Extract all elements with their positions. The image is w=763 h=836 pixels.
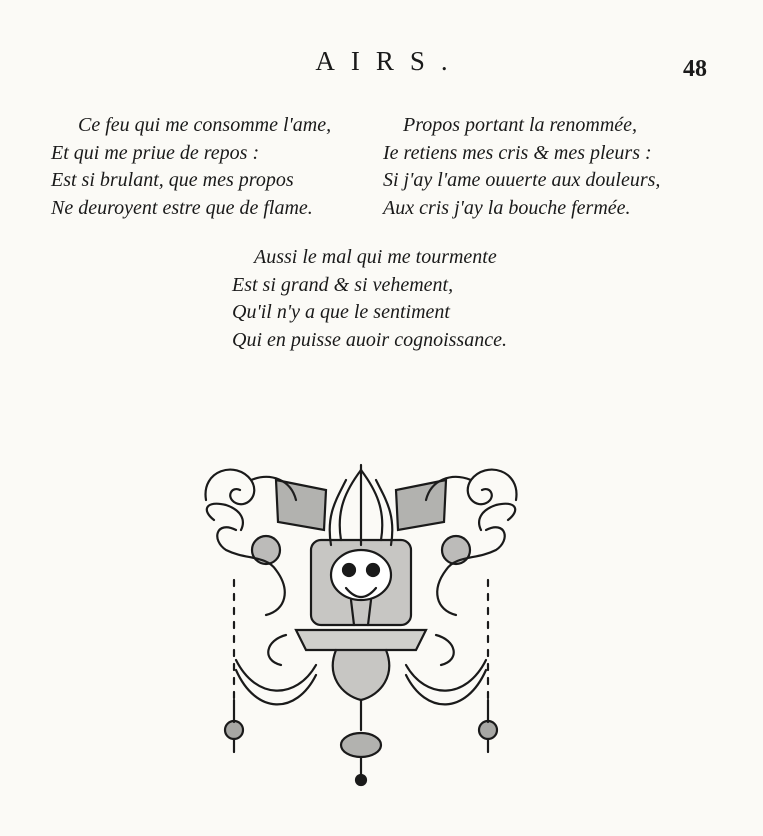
- verse-line: Ce feu qui me consomme l'ame,: [78, 114, 332, 136]
- verse-line: Aux cris j'ay la bouche fermée.: [383, 196, 631, 219]
- verse-line: Qu'il n'y a que le sentiment: [232, 301, 450, 323]
- verse-line: Propos portant la renommée,: [403, 114, 638, 136]
- verse-line: Est si brulant, que mes propos: [51, 169, 294, 191]
- verse-line: Aussi le mal qui me tourmente: [254, 246, 497, 268]
- running-title: AIRS.: [315, 46, 464, 76]
- verse-line: Ie retiens mes cris & mes pleurs :: [383, 141, 652, 164]
- verse-line: Ne deuroyent estre que de flame.: [51, 196, 313, 219]
- verse-line: Est si grand & si vehement,: [232, 273, 454, 296]
- stanza-right: [383, 112, 660, 222]
- stanza-left: [51, 112, 331, 222]
- verse-line: Et qui me priue de repos :: [51, 141, 260, 164]
- grotesque-ornament-icon: [196, 460, 526, 790]
- verse-line: Si j'ay l'ame ouuerte aux douleurs,: [383, 169, 661, 191]
- page-number: 48: [683, 56, 707, 82]
- verse-line: Qui en puisse auoir cognoissance.: [232, 328, 507, 351]
- stanza-bottom: [232, 244, 507, 354]
